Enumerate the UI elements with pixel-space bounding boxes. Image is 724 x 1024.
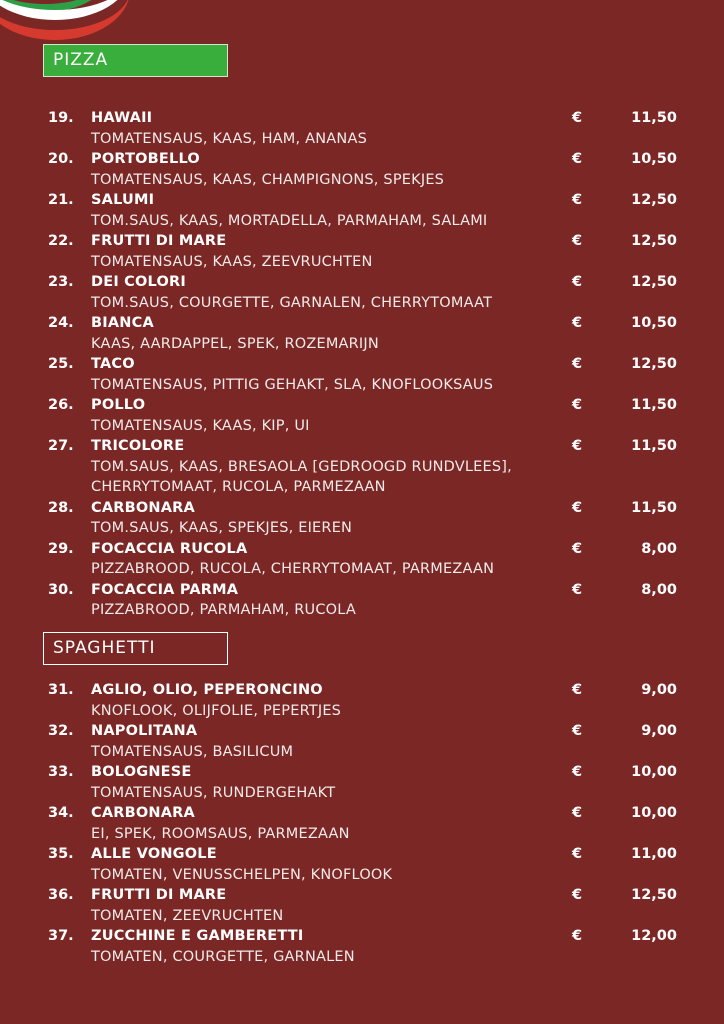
item-name: SALUMI	[91, 192, 155, 208]
item-description: TOMATEN, VENUSSCHELPEN, KNOFLOOK	[91, 866, 393, 883]
menu-item-row	[0, 680, 724, 701]
item-number: 21.	[48, 192, 74, 208]
item-description: TOMATENSAUS, PITTIG GEHAKT, SLA, KNOFLOOKSAUS	[91, 376, 494, 393]
item-price: 10,00	[631, 805, 677, 821]
item-number: 23.	[48, 274, 74, 290]
menu-item	[0, 313, 724, 354]
item-name: ZUCCHINE E GAMBERETTI	[91, 928, 304, 944]
item-number: 20.	[48, 151, 74, 167]
item-name: FOCACCIA PARMA	[91, 581, 239, 598]
item-description: TOM.SAUS, COURGETTE, GARNALEN, CHERRYTOMAAT	[91, 294, 493, 311]
currency-symbol: €	[572, 540, 583, 557]
menu-item-row	[0, 108, 724, 129]
menu-item	[0, 149, 724, 190]
menu-item-row	[0, 498, 724, 519]
flag-stripe-white	[0, 0, 130, 20]
item-name: PORTOBELLO	[91, 151, 200, 167]
item-price: 11,50	[631, 499, 677, 516]
menu-item	[0, 721, 724, 762]
currency-symbol: €	[572, 764, 583, 780]
currency-symbol: €	[572, 274, 583, 290]
menu-item-row	[0, 354, 724, 375]
item-description: TOMATENSAUS, BASILICUM	[91, 743, 294, 760]
menu-item-row	[0, 313, 724, 334]
item-number: 35.	[48, 846, 74, 862]
item-number: 24.	[48, 315, 74, 331]
item-name: AGLIO, OLIO, PEPERONCINO	[91, 682, 323, 698]
menu-item	[0, 580, 724, 621]
item-description: PIZZABROOD, RUCOLA, CHERRYTOMAAT, PARMEZAAN	[91, 561, 495, 577]
item-description: TOMATENSAUS, KAAS, ZEEVRUCHTEN	[91, 253, 373, 270]
item-description: TOM.SAUS, KAAS, MORTADELLA, PARMAHAM, SALAMI	[91, 212, 488, 229]
item-price: 12,50	[631, 274, 677, 290]
menu-item-row	[0, 149, 724, 170]
menu-item	[0, 272, 724, 313]
item-name: CARBONARA	[91, 805, 195, 821]
item-name: POLLO	[91, 397, 146, 413]
menu-item	[0, 844, 724, 885]
item-price: 10,50	[631, 151, 677, 167]
spaghetti-menu-list	[0, 680, 724, 967]
currency-symbol: €	[572, 315, 583, 331]
menu-item	[0, 539, 724, 580]
item-price: 11,50	[631, 397, 677, 413]
menu-item-row	[0, 885, 724, 906]
item-description: PIZZABROOD, PARMAHAM, RUCOLA	[91, 602, 356, 618]
menu-item-row	[0, 803, 724, 824]
item-number: 28.	[48, 499, 74, 516]
item-description: KNOFLOOK, OLIJFOLIE, PEPERTJES	[91, 702, 342, 719]
currency-symbol: €	[572, 682, 583, 698]
menu-item-row	[0, 762, 724, 783]
menu-item	[0, 885, 724, 926]
item-price: 12,50	[631, 887, 677, 903]
item-description: KAAS, AARDAPPEL, SPEK, ROZEMARIJN	[91, 335, 379, 352]
menu-item-row	[0, 436, 724, 457]
item-price: 11,00	[631, 846, 677, 862]
item-number: 19.	[48, 110, 74, 126]
item-name: BIANCA	[91, 315, 154, 331]
item-name: ALLE VONGOLE	[91, 846, 217, 862]
menu-item	[0, 354, 724, 395]
currency-symbol: €	[572, 233, 583, 249]
menu-item-row	[0, 395, 724, 416]
currency-symbol: €	[572, 356, 583, 372]
item-description: TOMATENSAUS, KAAS, CHAMPIGNONS, SPEKJES	[91, 171, 445, 188]
item-description: EI, SPEK, ROOMSAUS, PARMEZAAN	[91, 825, 350, 842]
item-description: TOMATENSAUS, RUNDERGEHAKT	[91, 784, 336, 801]
menu-item	[0, 803, 724, 844]
currency-symbol: €	[572, 846, 583, 862]
item-number: 37.	[48, 928, 74, 944]
currency-symbol: €	[572, 499, 583, 516]
item-name: TRICOLORE	[91, 438, 185, 454]
menu-item	[0, 395, 724, 436]
menu-item	[0, 762, 724, 803]
item-name: FRUTTI DI MARE	[91, 233, 227, 249]
menu-item-row	[0, 190, 724, 211]
item-name: TACO	[91, 356, 135, 372]
item-description: TOM.SAUS, KAAS, SPEKJES, EIEREN	[91, 520, 353, 536]
item-name: BOLOGNESE	[91, 764, 192, 780]
item-number: 27.	[48, 438, 74, 454]
currency-symbol: €	[572, 581, 583, 598]
item-number: 29.	[48, 540, 74, 557]
item-description: TOMATENSAUS, KAAS, KIP, UI	[91, 417, 310, 434]
currency-symbol: €	[572, 397, 583, 413]
item-name: NAPOLITANA	[91, 723, 198, 739]
item-number: 22.	[48, 233, 74, 249]
item-name: HAWAII	[91, 110, 153, 126]
menu-item-row	[0, 272, 724, 293]
item-description: CHERRYTOMAAT, RUCOLA, PARMEZAAN	[91, 479, 386, 495]
item-price: 10,00	[631, 764, 677, 780]
item-number: 25.	[48, 356, 74, 372]
section-header-pizza: PIZZA	[43, 44, 228, 77]
italian-flag-decoration	[0, 0, 130, 40]
currency-symbol: €	[572, 805, 583, 821]
section-header-spaghetti: SPAGHETTI	[43, 632, 228, 665]
item-price: 8,00	[641, 540, 677, 557]
currency-symbol: €	[572, 928, 583, 944]
item-number: 32.	[48, 723, 74, 739]
item-price: 12,50	[631, 192, 677, 208]
item-description: TOMATEN, COURGETTE, GARNALEN	[91, 948, 355, 965]
menu-item-row	[0, 539, 724, 560]
menu-item	[0, 926, 724, 967]
menu-item-row	[0, 580, 724, 601]
item-name: FOCACCIA RUCOLA	[91, 540, 248, 557]
currency-symbol: €	[572, 110, 583, 126]
menu-item	[0, 680, 724, 721]
menu-item	[0, 436, 724, 498]
item-description: TOMATENSAUS, KAAS, HAM, ANANAS	[91, 130, 367, 147]
item-name: FRUTTI DI MARE	[91, 887, 227, 903]
item-name: DEI COLORI	[91, 274, 186, 290]
currency-symbol: €	[572, 723, 583, 739]
menu-item-row	[0, 721, 724, 742]
item-number: 34.	[48, 805, 74, 821]
item-description: TOM.SAUS, KAAS, BRESAOLA [GEDROOGD RUNDVLEES],	[91, 458, 512, 475]
item-price: 11,50	[631, 438, 677, 454]
item-number: 30.	[48, 581, 74, 598]
item-number: 36.	[48, 887, 74, 903]
item-price: 12,00	[631, 928, 677, 944]
item-name: CARBONARA	[91, 499, 195, 516]
menu-item	[0, 190, 724, 231]
item-number: 31.	[48, 682, 74, 698]
item-price: 9,00	[641, 723, 677, 739]
menu-item	[0, 108, 724, 149]
currency-symbol: €	[572, 151, 583, 167]
item-description: TOMATEN, ZEEVRUCHTEN	[91, 907, 284, 924]
currency-symbol: €	[572, 438, 583, 454]
pizza-menu-list	[0, 108, 724, 621]
currency-symbol: €	[572, 887, 583, 903]
item-price: 9,00	[641, 682, 677, 698]
item-price: 10,50	[631, 315, 677, 331]
menu-item	[0, 498, 724, 539]
menu-item	[0, 231, 724, 272]
menu-item-row	[0, 844, 724, 865]
menu-item-row	[0, 231, 724, 252]
item-price: 12,50	[631, 356, 677, 372]
item-price: 12,50	[631, 233, 677, 249]
item-number: 26.	[48, 397, 74, 413]
menu-item-row	[0, 926, 724, 947]
item-price: 8,00	[641, 581, 677, 598]
currency-symbol: €	[572, 192, 583, 208]
item-price: 11,50	[631, 110, 677, 126]
item-number: 33.	[48, 764, 74, 780]
